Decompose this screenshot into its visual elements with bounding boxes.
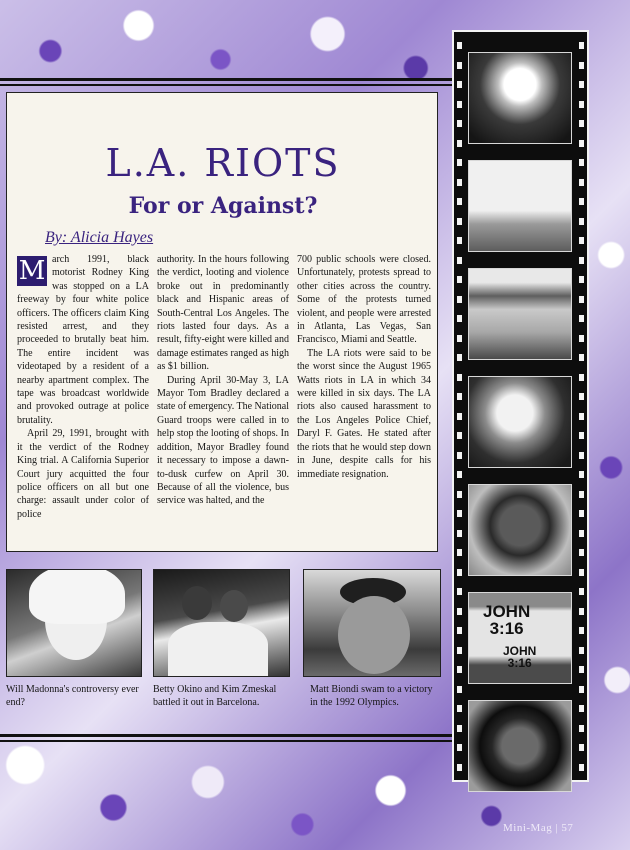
paragraph: 700 public schools were closed. Unfortunately, protests spread to other cities across the country. Some of the protests turned violent, and people were arrested in Atlanta, Las Vegas, San Francisco, Miami and Seattle. [297,254,431,346]
sprocket-hole [457,198,462,205]
bottom-rule [0,734,452,737]
head-shape [182,586,212,620]
sprocket-hole [579,42,584,49]
film-frame-jordan [468,484,572,576]
article-column-3 [297,253,431,481]
sprocket-hole [457,62,462,69]
article-panel [6,92,438,552]
sprocket-hole [457,42,462,49]
film-frame-smoke [468,268,572,360]
sprocket-hole [457,179,462,186]
sprocket-hole [579,725,584,732]
sprocket-hole [579,354,584,361]
sprocket-hole [579,393,584,400]
paragraph: The LA riots were said to be the worst since the August 1965 Watts riots in LA in which 34 were killed in six days. The LA riots also caused harassment to the Los Angeles Police Chief, Daryl F. Gates. He stated after the riots that he would step down in June, despite calls for his immediate resignation. [297,347,431,480]
film-frame-john-sign [468,592,572,684]
top-rule-thin [0,84,452,86]
sprocket-hole [457,627,462,634]
sprocket-hole [579,315,584,322]
sprocket-hole [457,686,462,693]
sprocket-hole [457,452,462,459]
sprocket-hole [579,491,584,498]
sprocket-hole [579,140,584,147]
sprocket-hole [457,725,462,732]
sprocket-hole [457,374,462,381]
sprocket-hole [579,179,584,186]
sprocket-hole [457,120,462,127]
paragraph: April 29, 1991, brought with it the verdict of the Rodney King trial. A California Superior Court jury acquitted the four police officers on all but one charge: assault under color of police [17,428,149,520]
paragraph: M arch 1991, black motorist Rodney King was stopped on a LA freeway by four white police officers. The officers claim King resisted arrest, and they proceeded to brutally beat him. The entire incident was videotaped by a resident of a nearby apartment complex. The tape was broadcast worldwide and provoked outrage at police brutality. [17,254,149,426]
paragraph: During April 30-May 3, LA Mayor Tom Bradley declared a state of emergency. The National Guard troops were called in to help stop the looting of shops. In addition, Mayor Bradley found it necessary to impose a dawn-to-dusk curfew on April 30. Because of all the violence, bus service was halted, and the [157,374,289,507]
sprocket-hole [457,354,462,361]
sprocket-hole [457,101,462,108]
article-column-1 [17,253,149,521]
caption-biondi: Matt Biondi swam to a victory in the 1992 Olympics. [310,684,433,708]
sprocket-hole [457,218,462,225]
sprocket-hole [579,257,584,264]
film-frame-protest [468,160,572,252]
sprocket-hole [579,471,584,478]
sprocket-hole [457,296,462,303]
face-shape [338,596,410,674]
sprocket-hole [579,764,584,771]
sprocket-hole [457,237,462,244]
photo-gymnasts [153,569,290,677]
sign-text: JOHN 3:16 [483,602,531,638]
byline: By: Alicia Hayes [45,229,154,246]
drop-cap: M [18,256,46,286]
sprocket-hole [457,764,462,771]
sprocket-hole [579,549,584,556]
film-frame-fire [468,52,572,144]
sprocket-hole [579,81,584,88]
sprocket-hole [579,413,584,420]
page-folio: Mini-Mag | 57 [503,822,574,834]
sprocket-hole [457,276,462,283]
head-shape [220,590,248,622]
sprocket-hole [579,530,584,537]
sprocket-hole [579,608,584,615]
caption-gymnasts: Betty Okino and Kim Zmeskal battled it out in Barcelona. [153,684,277,708]
sprocket-hole [579,627,584,634]
sprocket-hole [579,62,584,69]
sprocket-hole [579,374,584,381]
sprocket-hole [579,744,584,751]
caption-madonna: Will Madonna's controversy ever end? [6,684,139,708]
sprocket-hole [579,647,584,654]
sprocket-hole [579,218,584,225]
sprocket-hole [457,491,462,498]
sprocket-hole [457,705,462,712]
sprocket-hole [457,257,462,264]
article-column-2 [157,253,289,508]
hair-shape [29,569,125,624]
sprocket-hole [457,393,462,400]
sprocket-hole [457,140,462,147]
sprocket-hole [579,237,584,244]
film-frame-trash [468,376,572,468]
sprocket-hole [579,198,584,205]
sprocket-hole [457,335,462,342]
sprocket-hole [457,549,462,556]
photo-madonna [6,569,142,677]
bottom-rule-thin [0,740,452,742]
sprocket-hole [579,666,584,673]
sprocket-hole [457,744,462,751]
sprocket-hole [579,588,584,595]
sprocket-hole [457,315,462,322]
sprocket-hole [579,432,584,439]
filmstrip [452,30,589,782]
sprocket-hole [457,413,462,420]
sprocket-hole [457,530,462,537]
sprocket-hole [579,569,584,576]
headline: L.A. RIOTS [105,141,341,185]
sprocket-hole [457,432,462,439]
sprocket-hole [457,666,462,673]
sprocket-hole [457,159,462,166]
sprocket-hole [579,335,584,342]
photo-biondi [303,569,441,677]
sprocket-hole [579,686,584,693]
sprocket-hole [579,452,584,459]
sprocket-hole [457,510,462,517]
paragraph: authority. In the hours following the verdict, looting and violence broke out in predominantly black and Hispanic areas of South-Central Los Angeles. The riots lasted four days. As a result, fifty-eight were killed and damage estimates ranged as high as $1 billion. [157,254,289,373]
sprocket-hole [457,81,462,88]
film-frame-whoopi [468,700,572,792]
sprocket-hole [457,471,462,478]
sprocket-hole [579,120,584,127]
top-rule [0,78,452,81]
sprocket-hole [579,296,584,303]
leotard-shape [168,622,268,677]
sprocket-hole [579,705,584,712]
sign-text-small: JOHN 3:16 [503,644,537,670]
sprocket-hole [579,276,584,283]
sprocket-hole [457,647,462,654]
sprocket-hole [579,510,584,517]
subhead: For or Against? [128,193,318,219]
sprocket-hole [457,569,462,576]
sprocket-hole [457,588,462,595]
sprocket-hole [579,159,584,166]
sprocket-hole [579,101,584,108]
sprocket-hole [457,608,462,615]
